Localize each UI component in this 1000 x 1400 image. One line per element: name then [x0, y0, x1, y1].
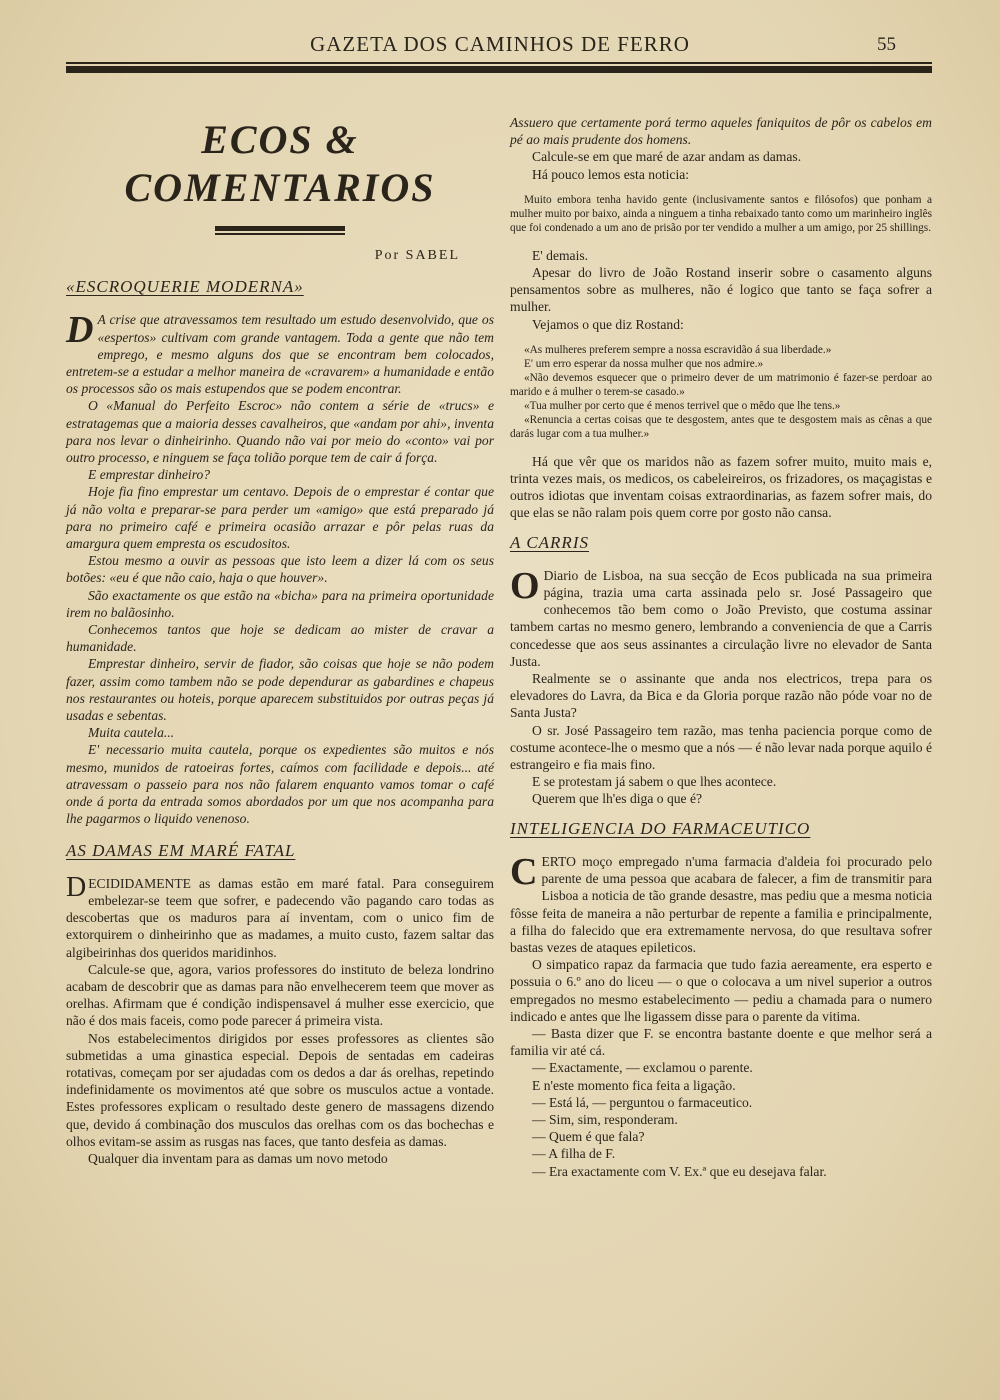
paragraph: Qualquer dia inventam para as damas um novo metodo [88, 1150, 388, 1166]
left-column [66, 110, 494, 1167]
paragraph: Há pouco lemos esta noticia: [532, 166, 690, 182]
quote-line: «As mulheres preferem sempre a nossa escravidão á sua liberdade.» [524, 343, 832, 356]
paragraph: — Era exactamente com V. Ex.ª que eu desejava falar. [532, 1163, 827, 1179]
paragraph: — Exactamente, — exclamou o parente. [532, 1060, 753, 1076]
title-ornament-rule [215, 233, 345, 235]
section-heading-damas: AS DAMAS EM MARÉ FATAL [66, 840, 296, 860]
rostand-quotes [510, 343, 932, 441]
paragraph: Há que vêr que os maridos não as fazem sofrer muito, muito mais e, trinta vezes mais, os medicos, os cabeleireiros, os frizadores, os maçagistas e outros idiotas que inventam coisas extraordinarias, as fazem sofrer mais, do que elas se não ralam pois quem corre por gosto não cansa. [510, 453, 932, 521]
paragraph: Nos estabelecimentos dirigidos por esses professores as clientes são submetidas a uma ginastica especial. Depois de sentadas em cadeiras rotativas, começam por ser ajudadas com os dedos a dar ás orelhas, repetindo indefinidamente os movimentos até que sobre os musculos actue a vontade. Estes professores explicam o resultado deste genero de massagens dizendo que, devido á combinação dos musculos das orelhas com os das bochechas e olhos evitam-se assim as rusgas nas faces, que tanto desfeia as damas. [66, 1030, 494, 1149]
paragraph: — Basta dizer que F. se encontra bastante doente e que melhor será a familia vir até cá. [510, 1025, 932, 1059]
paragraph: Estou mesmo a ouvir as pessoas que isto leem a dizer lá com os seus botões: «eu é que não caio, haja o que houver». [66, 553, 494, 586]
paragraph: Muita cautela... [88, 725, 175, 741]
paragraph: E n'este momento fica feita a ligação. [532, 1077, 736, 1093]
paragraph: Diario de Lisboa, na sua secção de Ecos publicada na sua primeira página, trazia uma carta assinada pelo sr. José Passageiro que conhecemos tão bem como o João Previsto, que costuma assinar tambem cartas no mesmo genero, lembrando a conveniencia de que a Carris concedesse que aos seus assinantes a circulação livre no elevador de Santa Justa. [510, 567, 932, 669]
quote-line: «Renuncia a certas coisas que te desgostem, antes que te desgostem mais as cênas a que darás lugar com a tua mulher.» [510, 413, 932, 440]
paragraph: E emprestar dinheiro? [88, 467, 211, 483]
header-rule-thick [66, 66, 932, 73]
quote-text: Muito embora tenha havido gente (inclusivamente santos e filósofos) que ponham a mulher muito por baixo, ainda a ninguem a tinha rebaixado tanto como um marinheiro inglês que foi condenado a um ano de prisão por ter vendido a mulher a um amigo, por 25 shillings. [510, 193, 932, 234]
news-quote [510, 193, 932, 235]
drop-cap: C [510, 850, 538, 893]
page-number: 55 [877, 34, 896, 55]
section-heading-escroquerie: «ESCROQUERIE MODERNA» [66, 277, 304, 297]
quote-line: E' um erro esperar da nossa mulher que nos admire.» [524, 357, 764, 370]
publication-title: GAZETA DOS CAMINHOS DE FERRO [310, 32, 690, 56]
title-ornament-bar [215, 226, 345, 231]
drop-cap: D [66, 309, 94, 352]
paragraph: A crise que atravessamos tem resultado um estudo desenvolvido, que os «espertos» cultivam com grande vantagem. Toda a gente que não tem emprego, e mesmo alguns dos que se encontram bem colocados, entretem-se a estudar a melhor maneira de «cravarem» a humanidade e então os processos são os mais estupendos que se podem encontrar. [66, 312, 494, 397]
paragraph: O «Manual do Perfeito Escroc» não contem a série de «trucs» e estratagemas que a maioria desses cavalheiros, que «andam por ahi», inventa para nos levar o dinheirinho. Quando não vai por meio do «conto» vai por outro processo, e ninguem se faça tolião porque tem de cair á força. [66, 398, 494, 466]
paragraph: Calcule-se em que maré de azar andam as damas. [532, 149, 802, 165]
section-heading-farmaceutico: INTELIGENCIA DO FARMACEUTICO [510, 818, 811, 838]
paragraph: Emprestar dinheiro, servir de fiador, são coisas que hoje se não podem fazer, assim como tambem não se pode dependurar as gabardines e chapeus nos restaurantes ou hoteis, porque aparecem substituidos por outras peças já usadas e sebentas. [66, 656, 494, 724]
paragraph: — A filha de F. [532, 1146, 616, 1162]
paragraph: O sr. José Passageiro tem razão, mas tenha paciencia porque como de costume acontece-lhe o mesmo que a nós — é não levar nada porque aquilo é estrangeiro e fia mais fino. [510, 722, 933, 773]
byline: Por SABEL [374, 248, 460, 263]
paragraph: Realmente se o assinante que anda nos electricos, trepa para os elevadores do Lavra, da Bica e da Gloria porque razão não póde voar no de Santa Justa? [510, 671, 932, 721]
paragraph: — Sim, sim, responderam. [532, 1111, 678, 1127]
paragraph: E se protestam já sabem o que lhes acontece. [532, 774, 777, 790]
right-column [510, 114, 932, 1180]
section-heading-carris: A CARRIS [510, 532, 589, 552]
paragraph: O simpatico rapaz da farmacia que tudo fazia aereamente, era esperto e possuia o 6.º ano do liceu — o que o colocava a um nivel superior a outros empregados no mesmo estabelecimento — pediu a chamada para o numero indicado e antes que lhe ligassem disse para o parente da vitima. [510, 957, 932, 1024]
article-title: ECOS & COMENTARIOS [124, 117, 436, 210]
page-header [66, 30, 934, 60]
paragraph: ECIDIDAMENTE as damas estão em maré fatal. Para conseguirem embelezar-se teem que sofrer, e padecendo vão pagando caro todas as descobertas que os maduros para aí inventam, com o unico fim de extorquirem o dinheirinho que as madames, a muito custo, fazem saltar das algibeirinhas dos queridos maridinhos. [66, 875, 494, 960]
paragraph: E' demais. [532, 247, 589, 263]
paragraph: Calcule-se que, agora, varios professores do instituto de beleza londrino acabam de descobrir que as damas para não envelhecerem teem que mover as orelhas. Afirmam que é condição indispensavel á mulher esse exercicio, que não é dos mais faceis, como pode parecer á primeira vista. [66, 961, 494, 1029]
paragraph: ERTO moço empregado n'uma farmacia d'aldeia foi procurado pelo parente de uma pessoa que acabara de falecer, a fim de transmitir para Lisboa a noticia de tão grande desastre, mas pediu que a mesma noticia fôsse feita de maneira a não perturbar de repente a familia e principalmente, a filha do falecido que era extremamente nervosa, do que resultava sofrer bastas vezes de ataques epileticos. [510, 853, 932, 955]
paragraph: — Quem é que fala? [532, 1129, 645, 1145]
quote-line: «Não devemos esquecer que o primeiro dever de um matrimonio é fazer-se perdoar ao marido e á mulher o terem-se casado.» [510, 371, 932, 398]
paragraph: Assuero que certamente porá termo aqueles faniquitos de pôr os cabelos em pé ao mais prudente dos homens. [510, 115, 932, 148]
paragraph: Hoje fia fino emprestar um centavo. Depois de o emprestar é contar que já não volta e preparar-se para perder um «amigo» que está preparado já para no primeiro café e primeira ocasião arrazar e pôr pelas ruas da amargura quem empresta os escudositos. [66, 484, 494, 552]
drop-cap: O [510, 564, 540, 607]
section-body-escroquerie [66, 311, 494, 827]
paragraph: Vejamos o que diz Rostand: [532, 316, 684, 332]
paragraph: Conhecemos tantos que hoje se dedicam ao mister de cravar a humanidade. [66, 622, 494, 655]
drop-cap: D [66, 871, 87, 903]
paragraph: Apesar do livro de João Rostand inserir sobre o casamento alguns pensamentos sobre as mulheres, não é logico que tanto se faça sofrer a mulher. [510, 265, 932, 315]
paragraph: E' necessario muita cautela, porque os expedientes são muitos e nós mesmo, munidos de ratoeiras fortes, caímos com facilidade e depois... até atravessam o passeio para nos não falarem enquanto vamos tomar o café onde á porta da entrada somos abordados por um que nos acompanha para lhe pagarmos o liquido venenoso. [66, 742, 494, 827]
paragraph: São exactamente os que estão na «bicha» para na primeira oportunidade irem no balãosinho. [66, 587, 494, 620]
paragraph: — Está lá, — perguntou o farmaceutico. [532, 1094, 753, 1110]
paragraph: Querem que lh'es diga o que é? [532, 791, 703, 807]
header-rule-thin [66, 62, 932, 64]
quote-line: «Tua mulher por certo que é menos terrivel que o mêdo que lhe tens.» [524, 399, 841, 412]
